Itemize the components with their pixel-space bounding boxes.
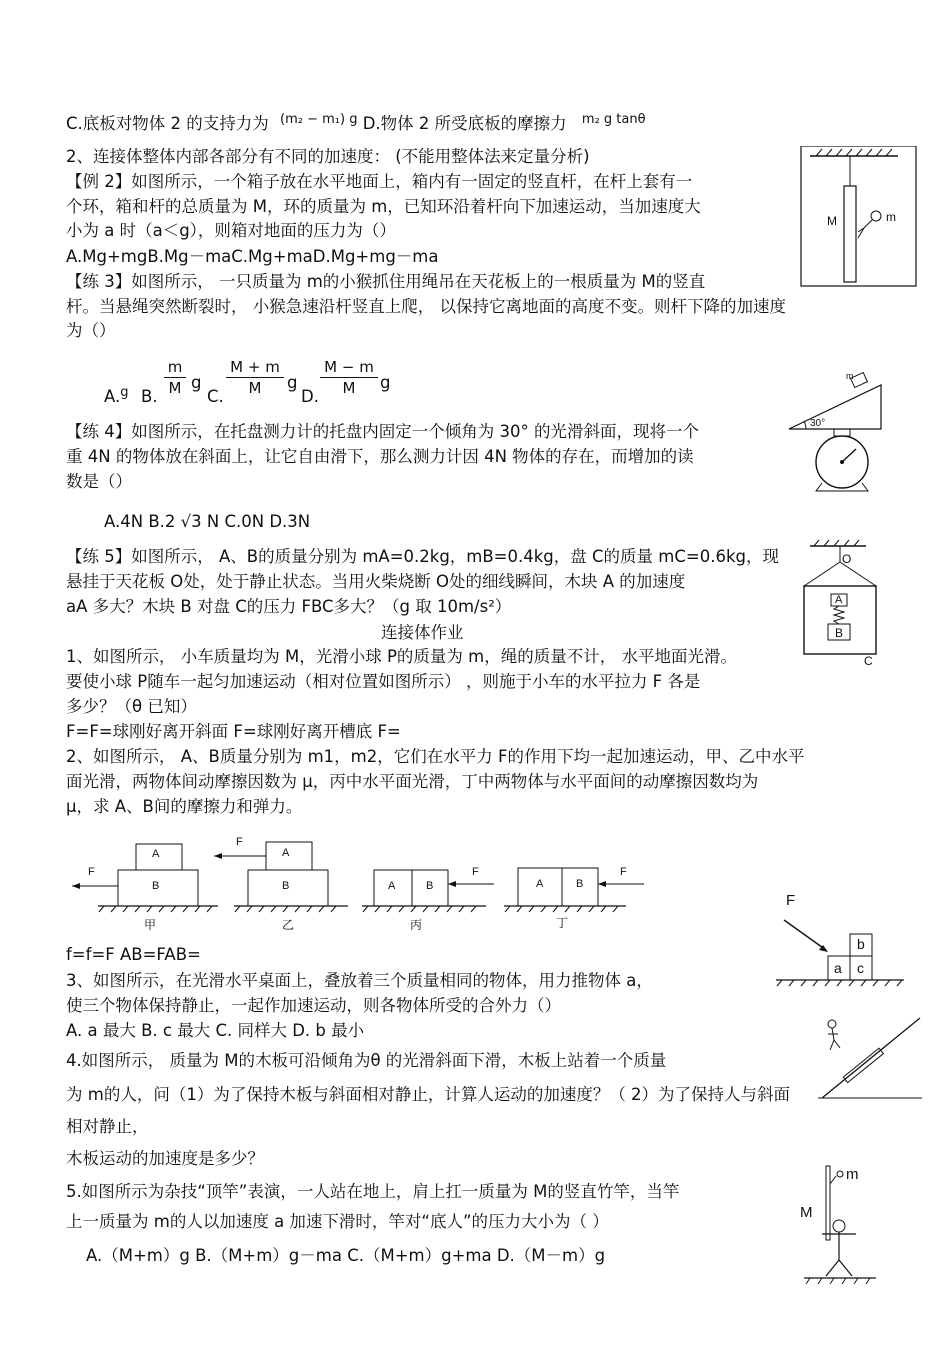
block-b-label: B [835, 626, 844, 640]
fraction-b-denominator: M [168, 379, 182, 397]
option-c-text: C.底板对物体 2 的支持力为 [66, 114, 269, 133]
practice-5-line-3: aA 多大？木块 B 对盘 C的压力 FBC多大？（g 取 10m/s²） [66, 597, 512, 616]
homework-2-line-1: 2、如图所示， A、B质量分别为 m1，m2，它们在水平力 F的作用下均一起加速运动，甲、乙中水平 [66, 747, 805, 766]
jia-b-label: B [152, 880, 160, 892]
option-a-g: g [120, 385, 129, 400]
caption-bing: 丙 [410, 918, 423, 932]
bing-a-label: A [388, 880, 396, 892]
homework-3-line-1: 3、如图所示，在光滑水平桌面上，叠放着三个质量相同的物体，用力推物体 a， [66, 971, 653, 990]
pole-acrobat-figure [796, 1160, 886, 1295]
homework-4-line-4: 木板运动的加速度是多少？ [66, 1149, 264, 1168]
push-force-label: F [786, 892, 796, 909]
stacked-blocks-figure [772, 890, 912, 1000]
incline-block-label: m [846, 371, 854, 381]
fraction-d-denominator: M [342, 379, 356, 397]
incline-scale-figure [786, 365, 896, 495]
practice-5-line-1: 【练 5】如图所示， A、B的质量分别为 mA=0.2kg，mB=0.4kg，盘 C的质量 mC=0.6kg，现 [66, 547, 779, 566]
bing-b-label: B [426, 880, 434, 892]
caption-yi: 乙 [282, 918, 295, 932]
fraction-b-numerator: m [167, 358, 183, 376]
box-mass-label: M [827, 214, 837, 228]
acrobat-mass-label: m [846, 1166, 859, 1183]
jia-f-label: F [88, 866, 95, 878]
practice-5-line-2: 悬挂于天花板 O处，处于静止状态。当用火柴烧断 O处的细线瞬间，木块 A 的加速度 [66, 572, 686, 591]
practice-3-option-b-label: B. [141, 387, 158, 406]
config-jia [72, 844, 218, 912]
four-blocks-figure [66, 838, 666, 938]
box-rod-figure [798, 146, 923, 291]
ding-f-label: F [620, 866, 627, 878]
practice-3-option-c-label: C. [207, 387, 224, 406]
ding-b-label: B [576, 878, 584, 890]
homework-2-line-2: 面光滑，两物体间动摩擦因数为 μ，丙中水平面光滑，丁中两物体与水平面间的动摩擦因数均为 [66, 772, 759, 791]
option-a-label: A. [104, 387, 121, 406]
example-2-line-3: 小为 a 时（a＜g），则箱对地面的压力为（） [66, 221, 396, 240]
bing-f-label: F [472, 866, 479, 878]
practice-4-line-3: 数是（） [66, 472, 132, 491]
practice-4-line-2: 重 4N 的物体放在斜面上，让它自由滑下，那么测力计因 4N 物体的存在，而增加的读 [66, 447, 694, 466]
example-2-options: A.Mg+mgB.Mg－maC.Mg+maD.Mg+mg－ma [66, 247, 439, 266]
pole-mass-label: M [800, 1204, 813, 1221]
practice-4-options: A.4N B.2 √3 N C.0N D.3N [104, 512, 311, 531]
hanging-box-figure [800, 538, 880, 668]
fraction-c-numerator: M + m [230, 358, 280, 376]
fraction-b [164, 358, 186, 397]
fraction-c-denominator: M [248, 379, 262, 397]
homework-2-line-3: μ，求 A、B间的摩擦力和弹力。 [66, 797, 303, 816]
caption-jia: 甲 [144, 918, 157, 932]
support-force-expr: (m₂ − m₁) g [280, 112, 358, 127]
block-b-label: b [857, 936, 865, 952]
block-a-label: a [834, 960, 842, 976]
fraction-c [226, 358, 284, 397]
homework-4-line-3: 相对静止， [66, 1117, 149, 1136]
board-incline-figure [818, 1010, 928, 1105]
fraction-b-g: g [191, 373, 202, 392]
homework-5-line-1: 5.如图所示为杂技“顶竿”表演，一人站在地上，肩上扛一质量为 M的竖直竹竿，当竿 [66, 1182, 680, 1201]
ring-mass-label: m [886, 210, 896, 224]
ding-a-label: A [536, 878, 544, 890]
incline-angle-label: 30° [810, 418, 826, 429]
practice-3-option-d-label: D. [301, 387, 319, 406]
fraction-d [320, 358, 378, 397]
friction-expr: m₂ g tanθ [581, 112, 646, 127]
homework-5-options: A.（M+m）g B.（M+m）g－ma C.（M+m）g+ma D.（M－m）g [86, 1246, 606, 1265]
practice-3-option-a [104, 386, 129, 410]
fraction-c-g: g [287, 373, 298, 392]
practice-4-line-1: 【练 4】如图所示，在托盘测力计的托盘内固定一个倾角为 30° 的光滑斜面，现将一个 [66, 422, 699, 441]
yi-a-label: A [282, 847, 290, 859]
fraction-d-numerator: M − m [324, 358, 374, 376]
homework-1-answers: F=F=球刚好离开斜面 F=球刚好离开槽底 F= [66, 722, 401, 741]
example-2-line-1: 【例 2】如图所示，一个箱子放在水平地面上，箱内有一固定的竖直杆，在杆上套有一 [66, 172, 693, 191]
section-2-heading: 2、连接体整体内部各部分有不同的加速度： (不能用整体法来定量分析) [66, 147, 590, 166]
option-d-text: D.物体 2 所受底板的摩擦力 [362, 114, 567, 133]
example-2-line-2: 个环，箱和杆的总质量为 M，环的质量为 m，已知环沿着杆向下加速运动，当加速度大 [66, 197, 701, 216]
pan-c-label: C [864, 654, 873, 668]
jia-a-label: A [152, 848, 160, 860]
yi-b-label: B [282, 880, 290, 892]
yi-f-label: F [236, 836, 243, 848]
practice-3-line-1: 【练 3】如图所示， 一只质量为 m的小猴抓住用绳吊在天花板上的一根质量为 M的竖直 [66, 272, 706, 291]
practice-3-line-2: 杆。当悬绳突然断裂时， 小猴急速沿杆竖直上爬， 以保持它离地面的高度不变。则杆下降的加速度 [66, 297, 786, 316]
practice-3-line-3: 为（） [66, 321, 116, 340]
homework-4-line-2: 为 m的人，问（1）为了保持木板与斜面相对静止，计算人运动的加速度？（ 2）为了保持人与斜面 [66, 1085, 791, 1104]
homework-5-line-2: 上一质量为 m的人以加速度 a 加速下滑时，竿对“底人”的压力大小为（ ） [66, 1212, 609, 1231]
config-yi [214, 842, 348, 912]
block-a-label: A [835, 594, 843, 606]
homework-3-line-2: 使三个物体保持静止，一起作加速运动，则各物体所受的合外力（） [66, 996, 561, 1015]
homework-1-line-2: 要使小球 P随车一起匀加速运动（相对位置如图所示） ，则施于小车的水平拉力 F 各是 [66, 672, 701, 691]
fraction-d-g: g [380, 373, 391, 392]
homework-4-line-1: 4.如图所示， 质量为 M的木板可沿倾角为θ 的光滑斜面下滑，木板上站着一个质量 [66, 1051, 667, 1070]
caption-ding: 丁 [556, 916, 569, 930]
homework-1-line-3: 多少？（θ 已知） [66, 697, 197, 716]
pivot-o-label: O [842, 552, 852, 566]
homework-title: 连接体作业 [381, 623, 464, 642]
block-c-label: c [857, 960, 864, 976]
homework-1-line-1: 1、如图所示， 小车质量均为 M，光滑小球 P的质量为 m，绳的质量不计， 水平地面光滑。 [66, 647, 737, 666]
homework-3-options: A. a 最大 B. c 最大 C. 同样大 D. b 最小 [66, 1021, 365, 1040]
homework-2-answers: f=f=F AB=FAB= [66, 945, 201, 964]
option-c-line [66, 113, 646, 137]
